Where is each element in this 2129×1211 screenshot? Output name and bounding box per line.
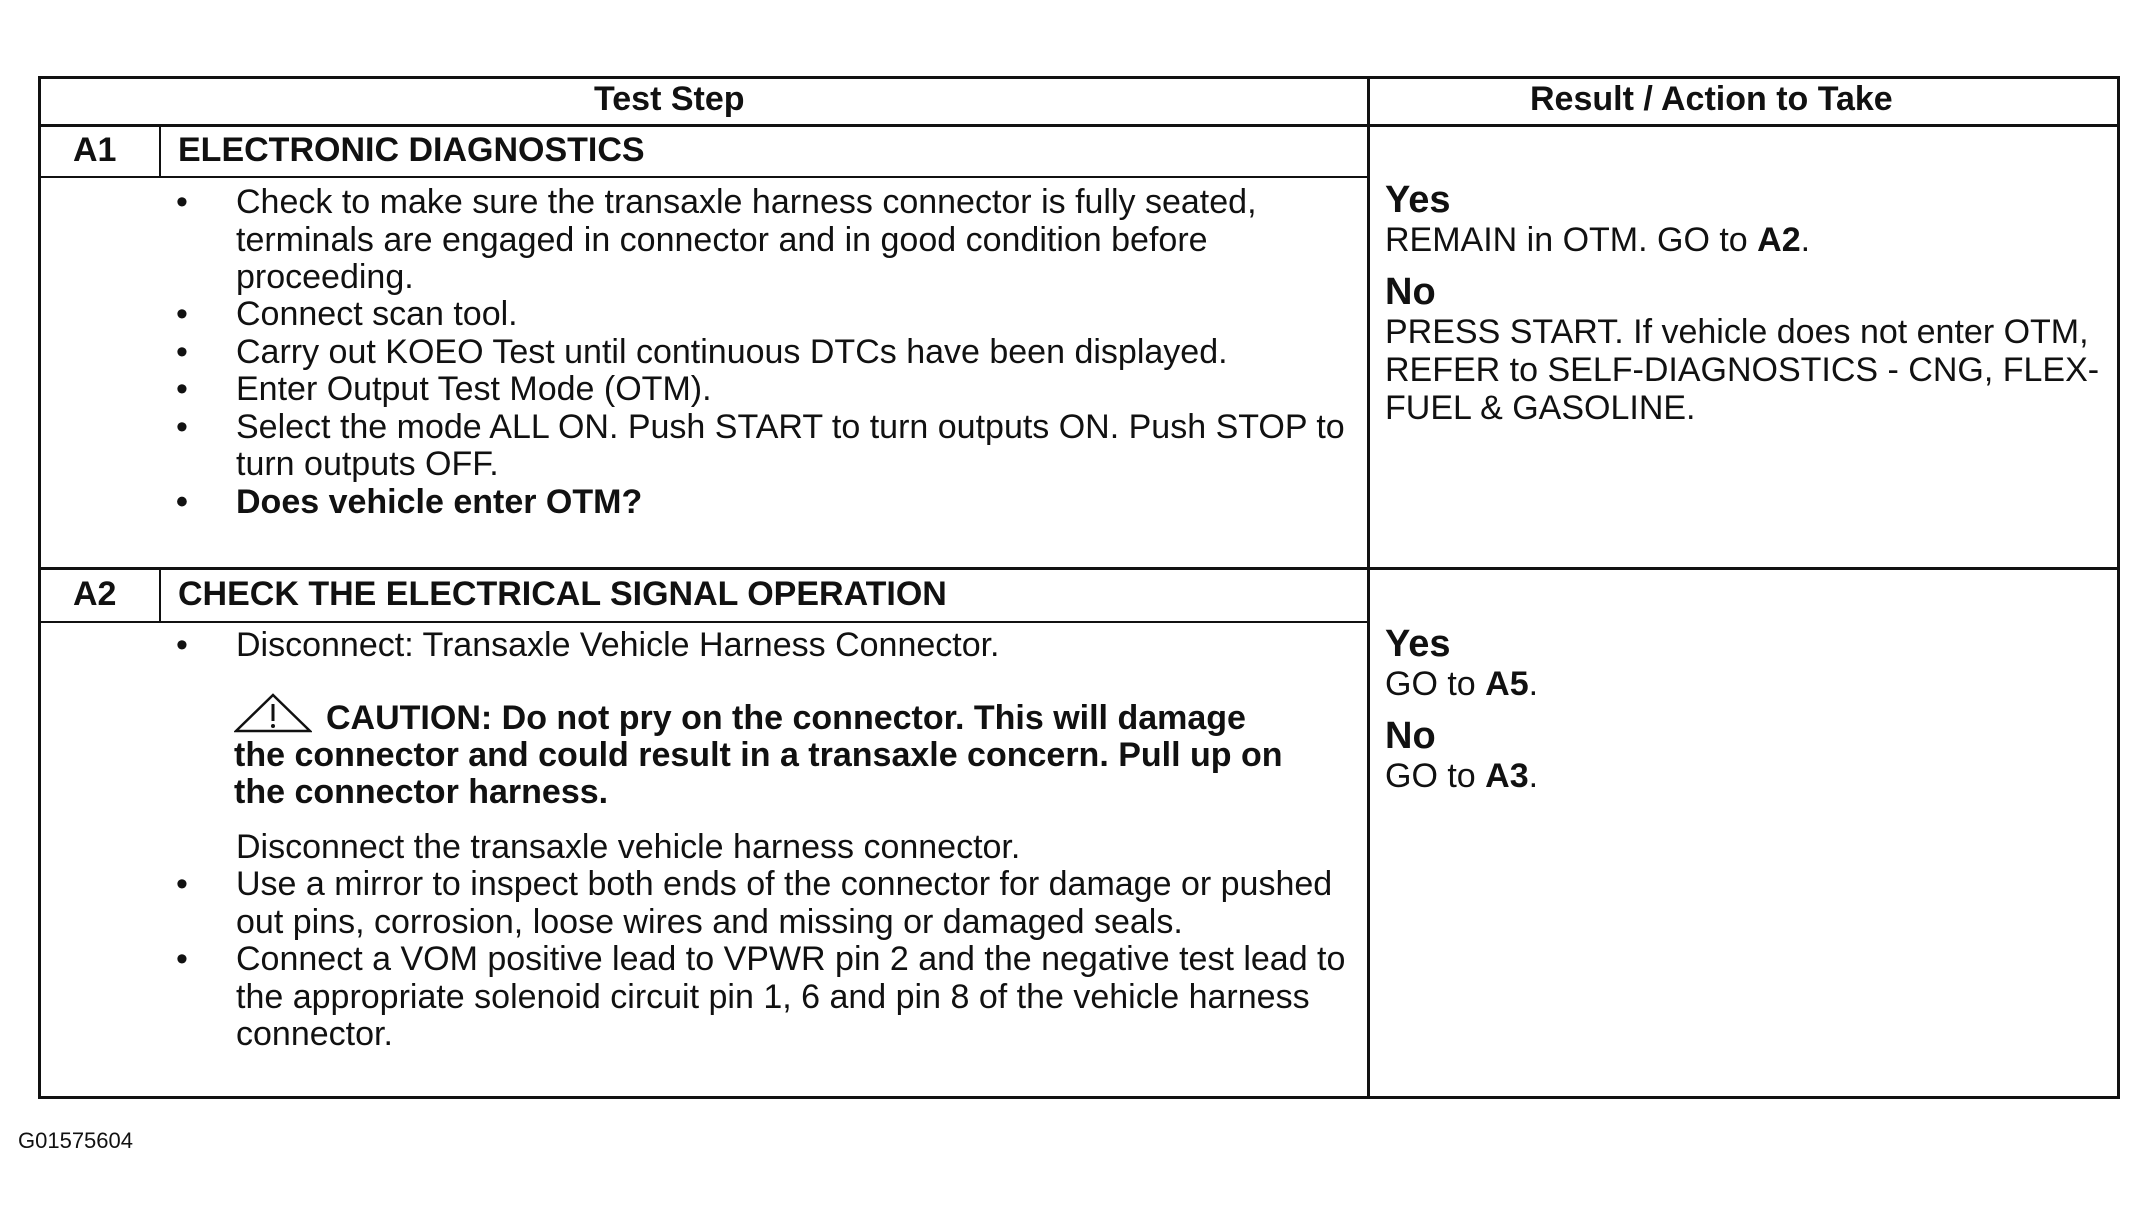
list-item: • Carry out KOEO Test until continuous DTCs have been displayed. [176, 332, 1228, 371]
id-divider-a2 [159, 567, 161, 622]
a2-title-divider [41, 621, 1367, 623]
a2-after-caution: Disconnect the transaxle vehicle harness connector. [236, 828, 1021, 866]
step-title-a1: ELECTRONIC DIAGNOSTICS [178, 131, 645, 169]
caution-note [234, 693, 1294, 811]
a1-no-label: No [1385, 271, 1436, 313]
warning-triangle-icon [234, 693, 312, 733]
row-divider [41, 567, 2117, 570]
list-item: • Enter Output Test Mode (OTM). [176, 370, 712, 408]
a1-bullet-1: Check to make sure the transaxle harness connector is fully seated, terminals are engaged in connector and in good condition before proceeding. [236, 183, 1257, 296]
test-table [38, 76, 2120, 1099]
a2-no-text: GO to A3. [1385, 757, 1539, 795]
step-id-a1: A1 [73, 131, 117, 169]
a1-no-text: PRESS START. If vehicle does not enter OTM, REFER to SELF-DIAGNOSTICS - CNG, FLEX-FUEL & GASOLINE. [1385, 313, 2100, 427]
a2-yes-text: GO to A5. [1385, 665, 1539, 703]
a1-yes-text: REMAIN in OTM. GO to A2. [1385, 221, 1811, 259]
a1-bullet-3: Carry out KOEO Test until continuous DTCs have been displayed. [236, 332, 1228, 371]
list-item: • Check to make sure the transaxle harness connector is fully seated, terminals are engaged in connector and in good condition before proceeding. [176, 183, 1257, 296]
id-divider-a1 [159, 124, 161, 177]
caution-text: CAUTION: Do not pry on the connector. This will damage the connector and could result in a transaxle concern. Pull up on the connector harness. [234, 699, 1283, 811]
step-title-a2: CHECK THE ELECTRICAL SIGNAL OPERATION [178, 575, 947, 613]
a1-title-divider [41, 176, 1367, 178]
a1-bullet-list [176, 184, 1356, 521]
a1-bullet-5: Select the mode ALL ON. Push START to turn outputs ON. Push STOP to turn outputs OFF. [236, 407, 1345, 483]
column-divider [1367, 79, 1370, 1096]
list-item: • Connect a VOM positive lead to VPWR pin 2 and the negative test lead to the appropriate solenoid circuit pin 1, 6 and pin 8 of the vehicle harness connector. [176, 940, 1346, 1053]
a1-bullet-2: Connect scan tool. [236, 295, 518, 333]
a2-bullet-3: Connect a VOM positive lead to VPWR pin 2 and the negative test lead to the appropriate solenoid circuit pin 1, 6 and pin 8 of the vehicle harness connector. [236, 940, 1346, 1053]
a2-yes-label: Yes [1385, 623, 1451, 665]
header-result-action: Result / Action to Take [1530, 80, 1893, 118]
a1-yes-label: Yes [1385, 179, 1451, 221]
a2-bullet-2: Use a mirror to inspect both ends of the connector for damage or pushed out pins, corrosion, loose wires and missing or damaged seals. [236, 865, 1333, 941]
a1-bullet-4: Enter Output Test Mode (OTM). [236, 370, 712, 408]
a1-bullet-6: Does vehicle enter OTM? [236, 482, 643, 521]
step-id-a2: A2 [73, 575, 117, 613]
a2-no-target: A3 [1485, 757, 1529, 795]
list-item: • Disconnect: Transaxle Vehicle Harness Connector. [176, 626, 1000, 664]
a1-yes-target: A2 [1757, 221, 1801, 259]
a2-bullet-1: Disconnect: Transaxle Vehicle Harness Connector. [236, 626, 1000, 664]
list-item: • Use a mirror to inspect both ends of the connector for damage or pushed out pins, corrosion, loose wires and missing or damaged seals. [176, 865, 1333, 941]
a2-results [1385, 623, 2105, 795]
a2-bullet-list-top [176, 627, 1356, 665]
list-item: • Does vehicle enter OTM? [176, 482, 643, 521]
a2-bullet-list-bottom [176, 866, 1356, 1054]
list-item: • Select the mode ALL ON. Push START to turn outputs ON. Push STOP to turn outputs OFF. [176, 407, 1345, 483]
a2-no-label: No [1385, 715, 1436, 757]
header-test-step: Test Step [594, 80, 745, 118]
figure-code: G01575604 [18, 1128, 133, 1153]
a2-yes-target: A5 [1485, 665, 1529, 703]
list-item: • Connect scan tool. [176, 295, 518, 333]
a1-results [1385, 179, 2105, 427]
header-divider [41, 124, 2117, 127]
